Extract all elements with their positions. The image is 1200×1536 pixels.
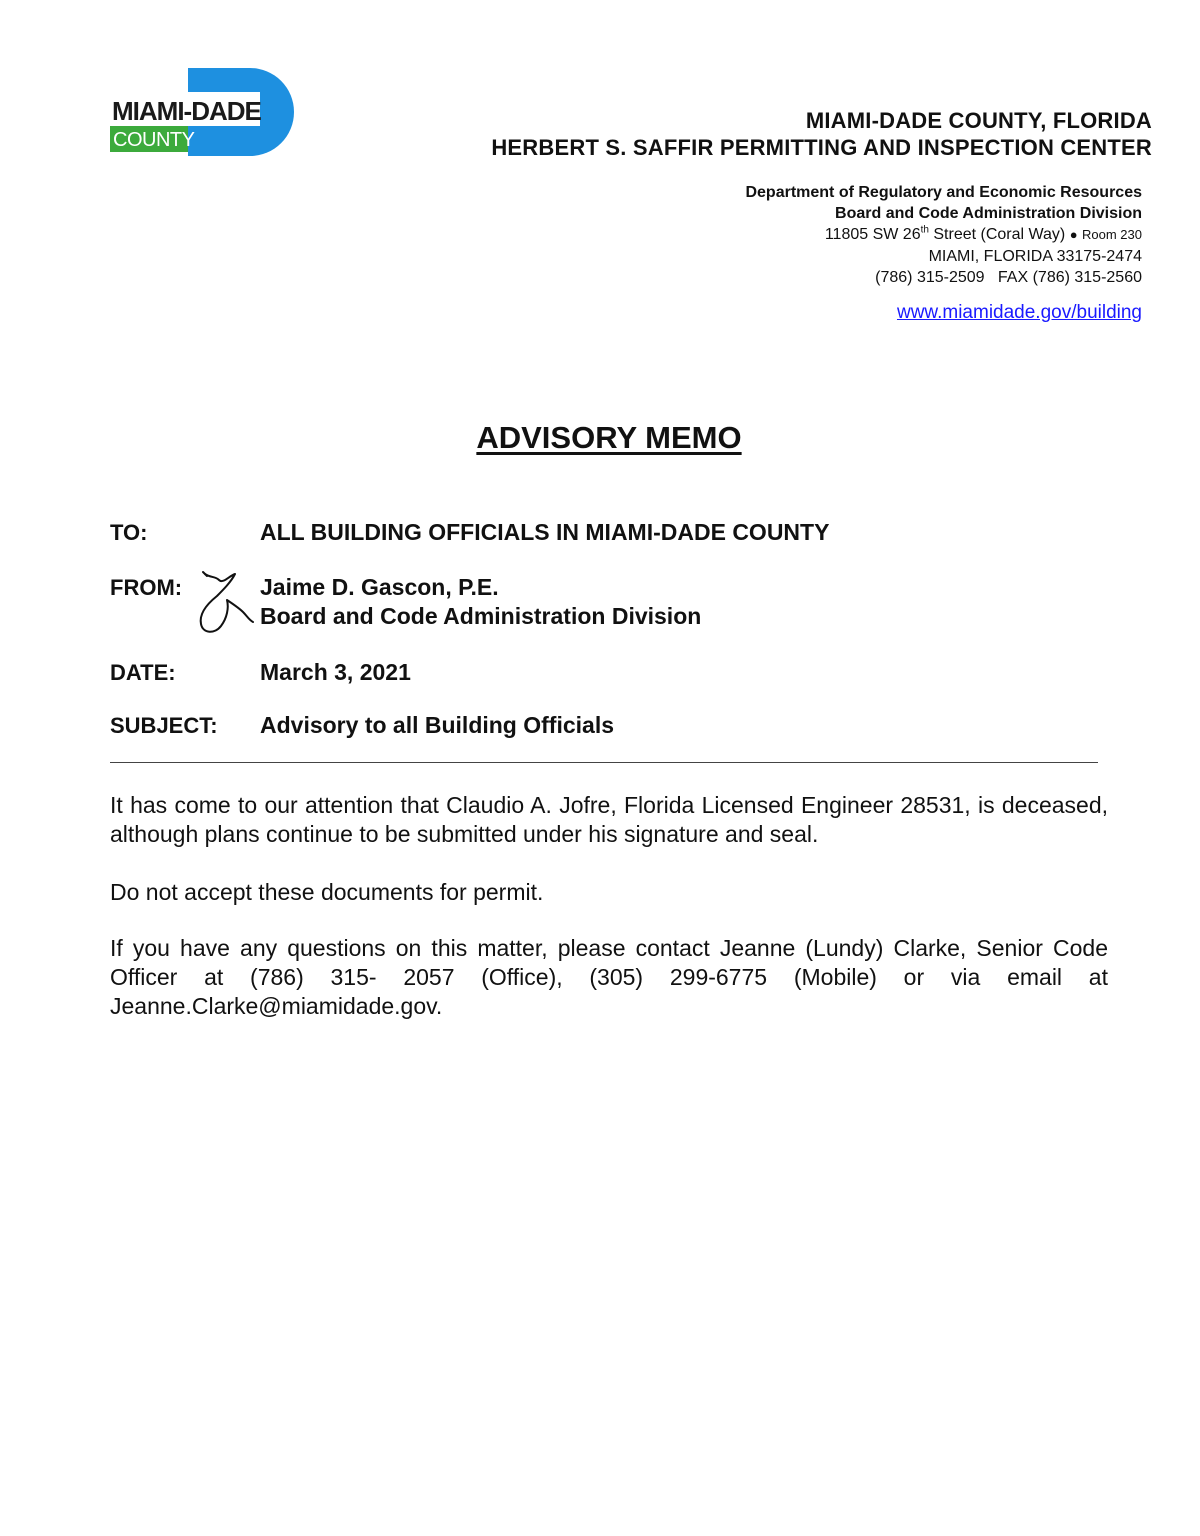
section-divider (110, 762, 1098, 763)
from-label: FROM: (110, 575, 183, 600)
subject-label: SUBJECT: (110, 713, 218, 738)
header-county-title: MIAMI-DADE COUNTY, FLORIDA (805, 108, 1152, 133)
header-department: Department of Regulatory and Economic Resources (745, 184, 1142, 201)
header-center-title: HERBERT S. SAFFIR PERMITTING AND INSPECTION CENTER (491, 135, 1152, 160)
header-city: MIAMI, FLORIDA 33175-2474 (928, 248, 1142, 265)
room-number: Room 230 (1082, 227, 1142, 242)
memo-title: ADVISORY MEMO (476, 420, 742, 455)
body-paragraph-3: If you have any questions on this matter, please contact Jeanne (Lundy) Clarke, Senior Code Officer at (786) 315- 2057 (Office), (305) 299-6775 (Mobile) or via email at Jeanne.Clarke@miamidade.gov. (110, 935, 1108, 1019)
logo-text-county: COUNTY (113, 129, 195, 151)
date-label: DATE: (110, 660, 176, 685)
street-prefix: 11805 SW 26 (824, 226, 921, 243)
from-division: Board and Code Administration Division (260, 603, 702, 629)
website-link[interactable]: www.miamidade.gov/building (896, 302, 1142, 323)
logo-text-miami-dade: MIAMI-DADE (112, 96, 261, 126)
street-ordinal: th (920, 224, 929, 236)
date-value: March 3, 2021 (260, 659, 411, 685)
to-value: ALL BUILDING OFFICIALS IN MIAMI-DADE COUNTY (260, 519, 830, 545)
to-label: TO: (110, 520, 148, 545)
header-division: Board and Code Administration Division (835, 205, 1142, 222)
body-paragraph-2: Do not accept these documents for permit. (110, 879, 544, 905)
logo-graphic (110, 68, 295, 156)
body-paragraph-1: It has come to our attention that Claudio A. Jofre, Florida Licensed Engineer 28531, is deceased, although plans continue to be submitted under his signature and seal. (110, 792, 1108, 847)
header-street-address (825, 226, 1142, 244)
room-bullet: ● (1069, 227, 1078, 242)
miami-dade-county-logo (110, 68, 295, 156)
from-name: Jaime D. Gascon, P.E. (260, 574, 499, 600)
subject-value: Advisory to all Building Officials (260, 712, 614, 738)
header-phone-fax: (786) 315-2509 FAX (786) 315-2560 (875, 269, 1142, 286)
street-suffix: Street (Coral Way) (928, 226, 1070, 243)
signature-initials (193, 568, 257, 638)
